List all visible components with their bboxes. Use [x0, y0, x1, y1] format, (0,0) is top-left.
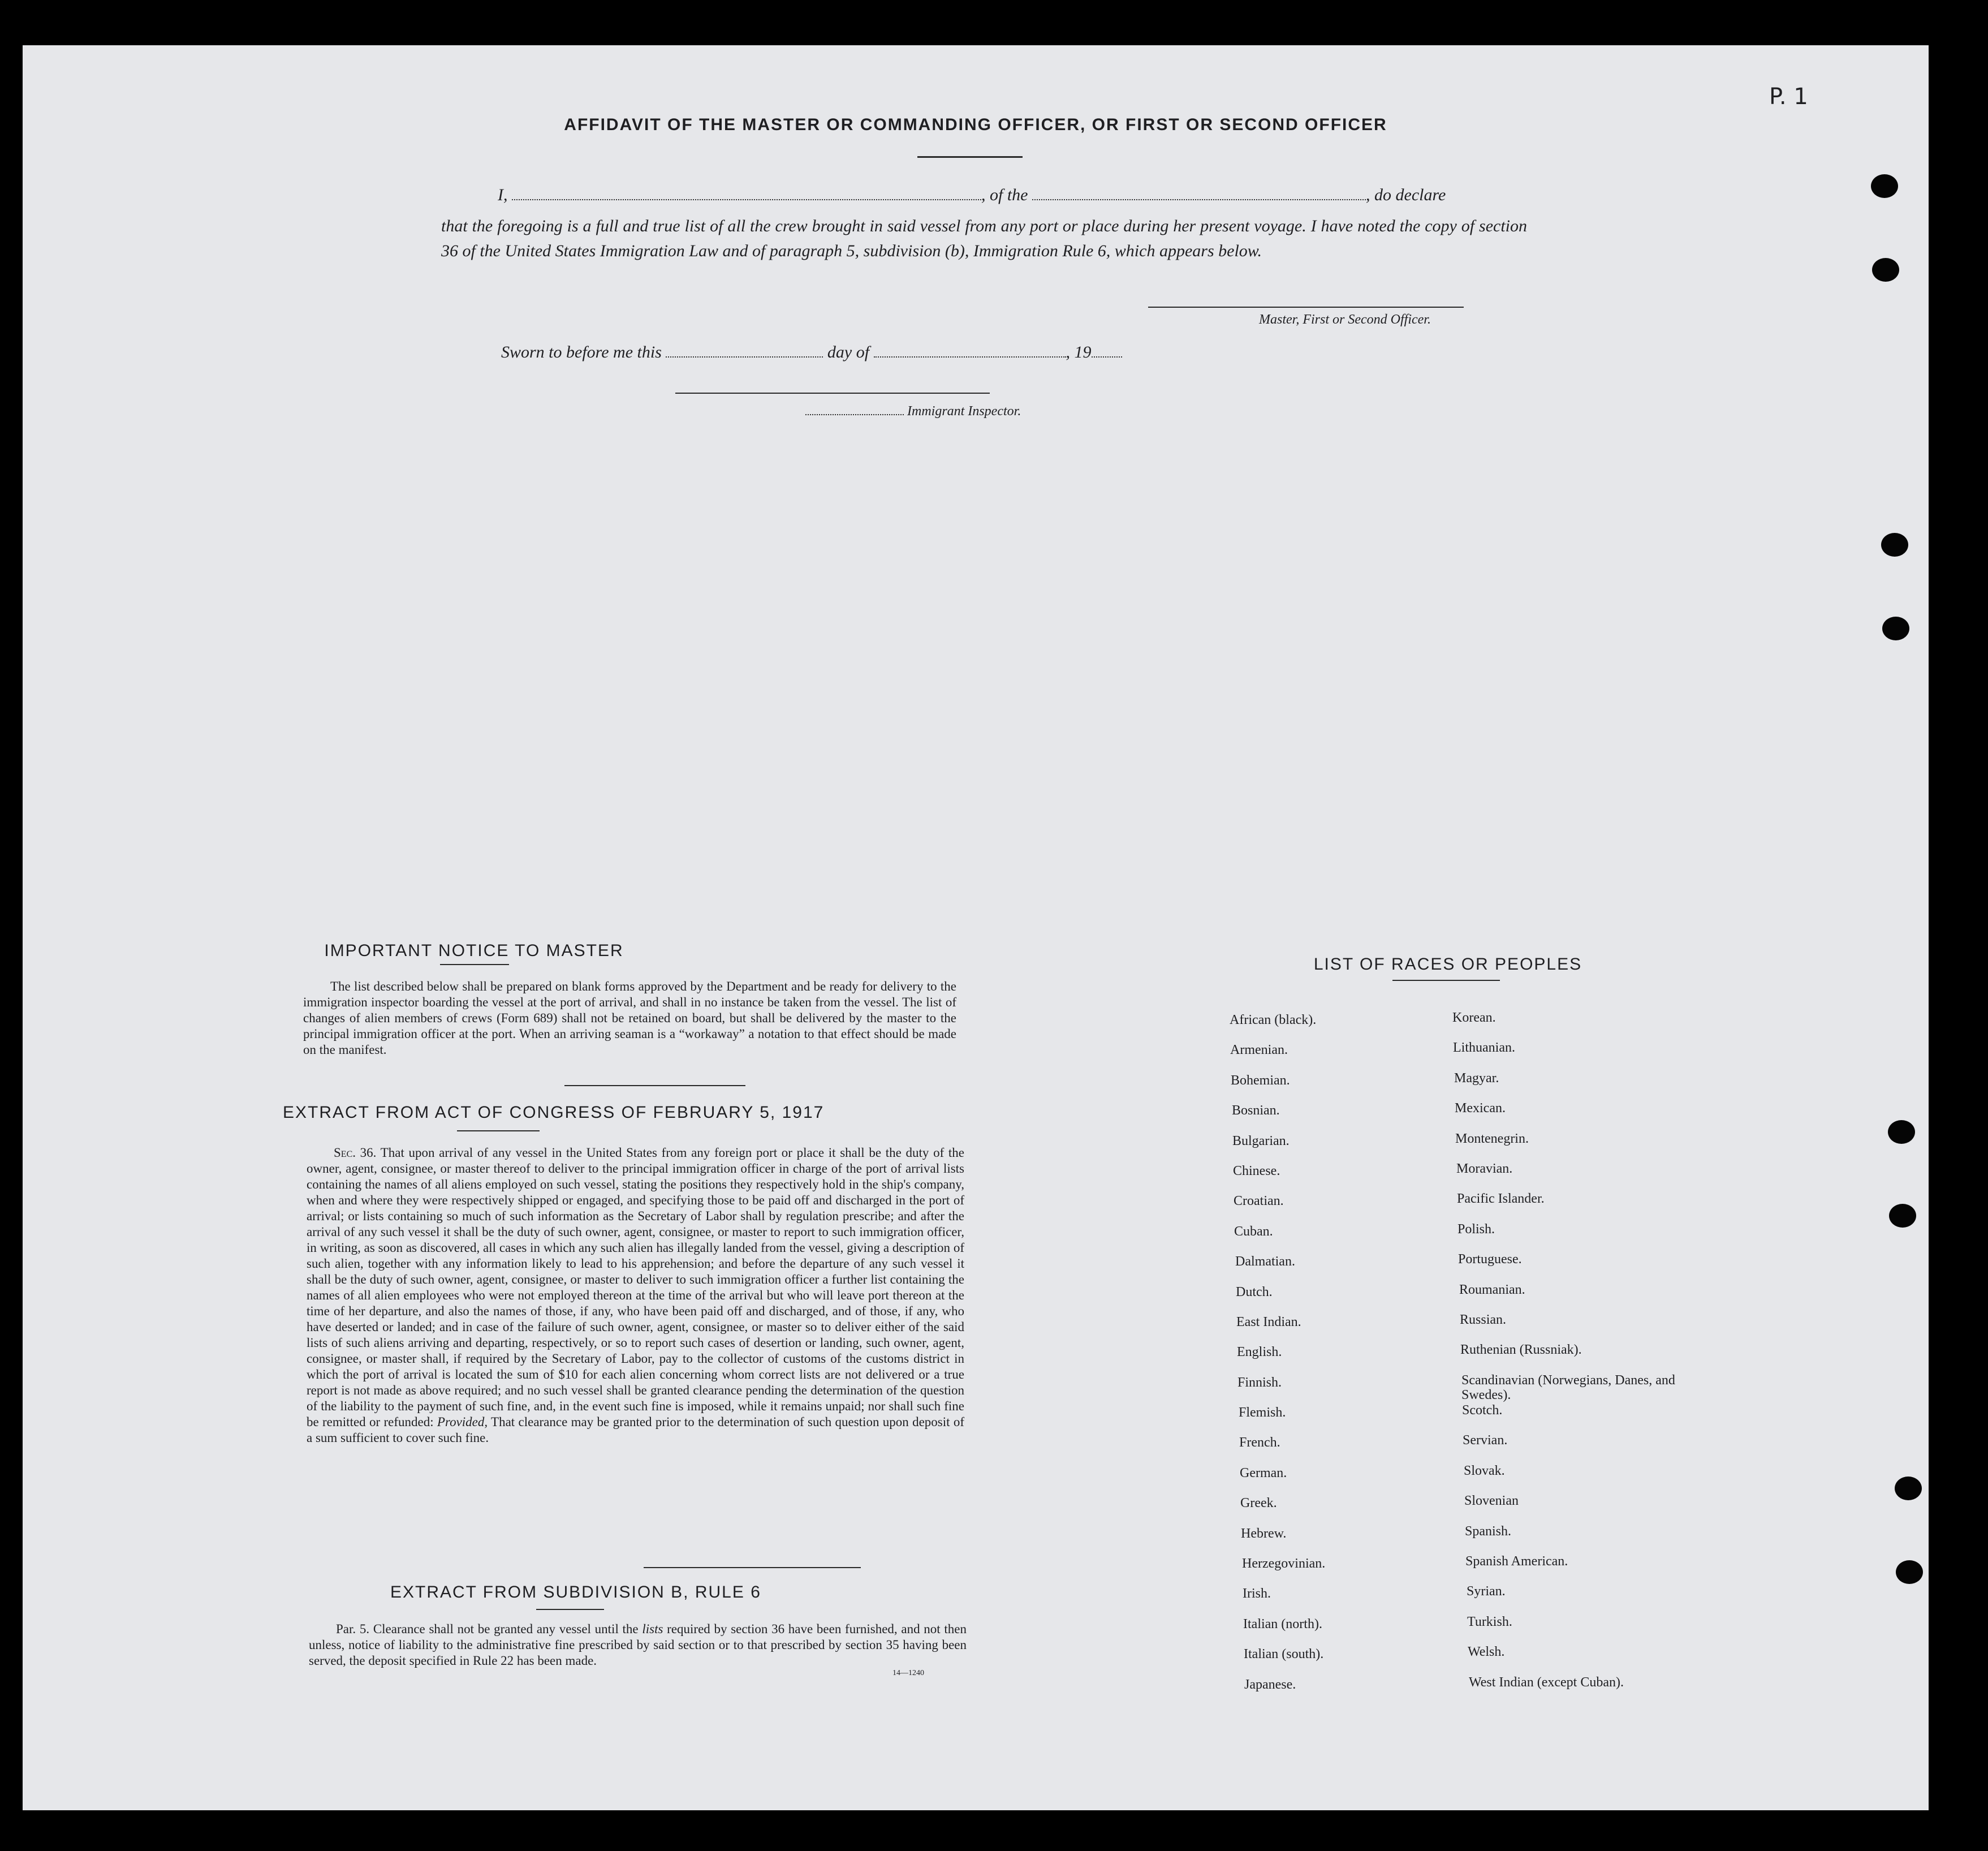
- declaration-body: that the foregoing is a full and true list of all the crew brought in said vessel from any port or place during her present voyage. I have noted the copy of section 36 of the United States Immigration Law and of paragraph 5, subdivision (b), Immigration Rule 6, which appears below.: [441, 217, 1527, 260]
- race-item: Dalmatian.: [1235, 1254, 1295, 1269]
- master-signature-line[interactable]: [1148, 307, 1464, 308]
- race-item: Lithuanian.: [1453, 1040, 1515, 1056]
- extract-rule-title-rule: [536, 1609, 604, 1610]
- race-item: English.: [1237, 1345, 1282, 1360]
- race-item: Bulgarian.: [1232, 1133, 1290, 1148]
- race-item: Bohemian.: [1231, 1073, 1290, 1088]
- race-item: Korean.: [1452, 1010, 1496, 1025]
- inspector-label: Immigrant Inspector.: [907, 404, 1021, 419]
- race-item: East Indian.: [1236, 1314, 1301, 1329]
- declaration-end: , do declare: [1366, 186, 1446, 204]
- punch-hole-1: [1871, 174, 1898, 198]
- race-item: Welsh.: [1468, 1645, 1505, 1660]
- races-right-column: [1452, 1010, 1679, 1705]
- sworn-start: Sworn to before me this: [501, 343, 662, 361]
- punch-hole-6: [1889, 1204, 1916, 1228]
- race-item: Slovenian: [1464, 1493, 1519, 1509]
- section-36-text: That upon arrival of any vessel in the United States from any foreign port or place it shall be the duty of the owner, agent, consignee, or master thereof to deliver to the principal immigration officer in charge of the port of arrival lists containing the names of all aliens employed on such vessel, stating the positions they respectively hold in the ship's company, when and where they were respectively shipped or engaged, and specifying those to be paid off and discharged in the port of arrival; or lists containing so much of such information as the Secretary of Labor shall by regulation prescribe; and after the arrival of any such vessel it shall be the duty of such owner, agent, consignee, or master to report to such immigration officer, in writing, as soon as discovered, all cases in which any such alien has illegally landed from the vessel, giving a description of such alien, together with any information likely to lead to his apprehension; and before the departure of any such vessel it shall be the duty of such owner, agent, consignee, or master to deliver to such immigration officer a further list containing the names of all alien employees who were not employed thereon at the time of the arrival but who will leave port thereon at the time of her departure, and also the names of those, if any, who have been paid off and discharged, and of those, if any, who have deserted or landed; and in case of the failure of such owner, agent, consignee, or master so to deliver either of the said lists of such aliens arriving and departing, respectively, or so to report such cases of desertion or landing, such owner, agent, consignee, or master shall, if required by the Secretary of Labor, pay to the collector of customs of the customs district in which the port of arrival is located the sum of $10 for each alien concerning whom correct lists are not delivered or a true report is not made as above required; and no such vessel shall be granted clearance pending the determination of the question of the liability to the payment of such fine, and, in the event such fine is imposed, while it remains unpaid; nor shall such fine be remitted or refunded:: [307, 1146, 964, 1429]
- section-36-lead: Sec. 36.: [334, 1146, 377, 1160]
- officer-name-blank[interactable]: [512, 186, 981, 200]
- rule-text-b: required by section 36 have been furnished, and not then unless, notice of liability to the administrative fine prescribed by said section or to that prescribed by section 35 having been served, the deposit specified in Rule 22 has been made.: [309, 1622, 967, 1668]
- notice-title: IMPORTANT NOTICE TO MASTER: [324, 941, 624, 960]
- races-title-rule: [1392, 980, 1500, 981]
- declaration-mid: , of the: [981, 186, 1028, 204]
- race-item: Armenian.: [1230, 1043, 1288, 1058]
- punch-hole-4: [1882, 617, 1909, 640]
- document-page: [23, 45, 1929, 1810]
- race-item: Chinese.: [1233, 1163, 1280, 1178]
- punch-hole-7: [1895, 1477, 1922, 1500]
- race-item: Mexican.: [1455, 1101, 1506, 1116]
- race-item: Finnish.: [1237, 1375, 1282, 1390]
- race-item: Irish.: [1243, 1586, 1271, 1602]
- sworn-year-blank[interactable]: [1092, 343, 1122, 358]
- race-item: Syrian.: [1467, 1584, 1506, 1599]
- race-item: Scandinavian (Norwegians, Danes, and Swedes).: [1461, 1372, 1675, 1402]
- notice-title-rule: [440, 964, 509, 965]
- race-item: Cuban.: [1234, 1224, 1273, 1239]
- extract-act-text: [307, 1145, 964, 1446]
- races-title: LIST OF RACES OR PEOPLES: [1313, 955, 1582, 974]
- punch-hole-8: [1896, 1560, 1923, 1584]
- vessel-name-blank[interactable]: [1032, 186, 1366, 200]
- affidavit-title-rule: [917, 156, 1023, 158]
- extract-act-title: EXTRACT FROM ACT OF CONGRESS OF FEBRUARY 5, 1917: [283, 1103, 825, 1122]
- inspector-label-line: [805, 404, 1021, 419]
- lists-word: lists: [642, 1622, 663, 1636]
- rule-text-a: Par. 5. Clearance shall not be granted any vessel until the: [336, 1622, 639, 1636]
- extract-act-separator: [644, 1567, 861, 1568]
- sworn-line: [501, 343, 1122, 362]
- race-item: Herzegovinian.: [1242, 1556, 1326, 1572]
- race-item: Slovak.: [1464, 1463, 1505, 1478]
- race-item: Russian.: [1460, 1312, 1507, 1327]
- race-item: Scotch.: [1462, 1403, 1503, 1418]
- race-item: French.: [1239, 1435, 1280, 1450]
- sworn-day-blank[interactable]: [666, 343, 823, 358]
- provided-word: Provided,: [437, 1415, 488, 1429]
- form-number: 14—1240: [892, 1669, 924, 1677]
- race-item: Ruthenian (Russniak).: [1460, 1342, 1582, 1358]
- race-item: Italian (north).: [1243, 1616, 1322, 1632]
- race-item: Montenegrin.: [1455, 1131, 1529, 1146]
- master-signature-label: Master, First or Second Officer.: [1259, 312, 1431, 327]
- race-item: Spanish American.: [1465, 1554, 1568, 1569]
- race-item: Greek.: [1240, 1496, 1277, 1511]
- sworn-month-blank[interactable]: [874, 343, 1066, 358]
- race-item: Servian.: [1463, 1433, 1508, 1448]
- race-item: Portuguese.: [1458, 1252, 1522, 1267]
- race-item: Bosnian.: [1232, 1103, 1280, 1118]
- race-item: West Indian (except Cuban).: [1469, 1674, 1624, 1690]
- race-item: Magyar.: [1454, 1070, 1499, 1086]
- notice-text: The list described below shall be prepared on blank forms approved by the Department and be ready for delivery to the immigration inspector boarding the vessel at the port of arrival, and shall in no instance be taken from the vessel. The list of changes of alien members of crews (Form 689) shall not be retained on board, but shall be delivered by the master to the principal immigration officer at the port. When an arriving seaman is a “workaway” a notation to that effect should be made on the manifest.: [303, 979, 956, 1057]
- notice-separator: [564, 1085, 745, 1086]
- inspector-signature-line[interactable]: [675, 393, 990, 394]
- declaration-line: [498, 186, 1446, 205]
- race-item: Hebrew.: [1241, 1526, 1287, 1541]
- race-item: Polish.: [1457, 1221, 1495, 1237]
- punch-hole-3: [1881, 533, 1908, 557]
- affidavit-title: AFFIDAVIT OF THE MASTER OR COMMANDING OFFICER, OR FIRST OR SECOND OFFICER: [564, 115, 1387, 134]
- proviso-text: That clearance may be granted prior to the determination of such question upon deposit of a sum sufficient to cover such fine.: [307, 1415, 965, 1445]
- race-item: Spanish.: [1465, 1523, 1512, 1539]
- extract-rule-text: [309, 1621, 967, 1669]
- race-item: Moravian.: [1456, 1161, 1513, 1176]
- punch-hole-5: [1888, 1120, 1915, 1144]
- race-item: Dutch.: [1236, 1284, 1273, 1299]
- race-item: German.: [1240, 1465, 1287, 1480]
- race-item: Roumanian.: [1459, 1282, 1525, 1297]
- race-item: Flemish.: [1239, 1405, 1286, 1420]
- declaration-start: I,: [498, 186, 508, 204]
- race-item: Japanese.: [1244, 1677, 1296, 1692]
- race-item: Pacific Islander.: [1457, 1191, 1545, 1207]
- sworn-year: , 19: [1066, 343, 1092, 361]
- punch-hole-2: [1872, 258, 1899, 282]
- races-left-column: [1230, 1013, 1433, 1707]
- race-item: African (black).: [1230, 1013, 1317, 1027]
- race-item: Italian (south).: [1244, 1647, 1324, 1662]
- sworn-mid: day of: [827, 343, 870, 361]
- extract-act-title-rule: [457, 1130, 540, 1131]
- extract-rule-title: EXTRACT FROM SUBDIVISION B, RULE 6: [390, 1583, 761, 1602]
- race-item: Croatian.: [1234, 1194, 1284, 1209]
- inspector-leader: [805, 405, 904, 415]
- page-mark: P. 1: [1769, 84, 1808, 110]
- race-item: Turkish.: [1467, 1614, 1512, 1629]
